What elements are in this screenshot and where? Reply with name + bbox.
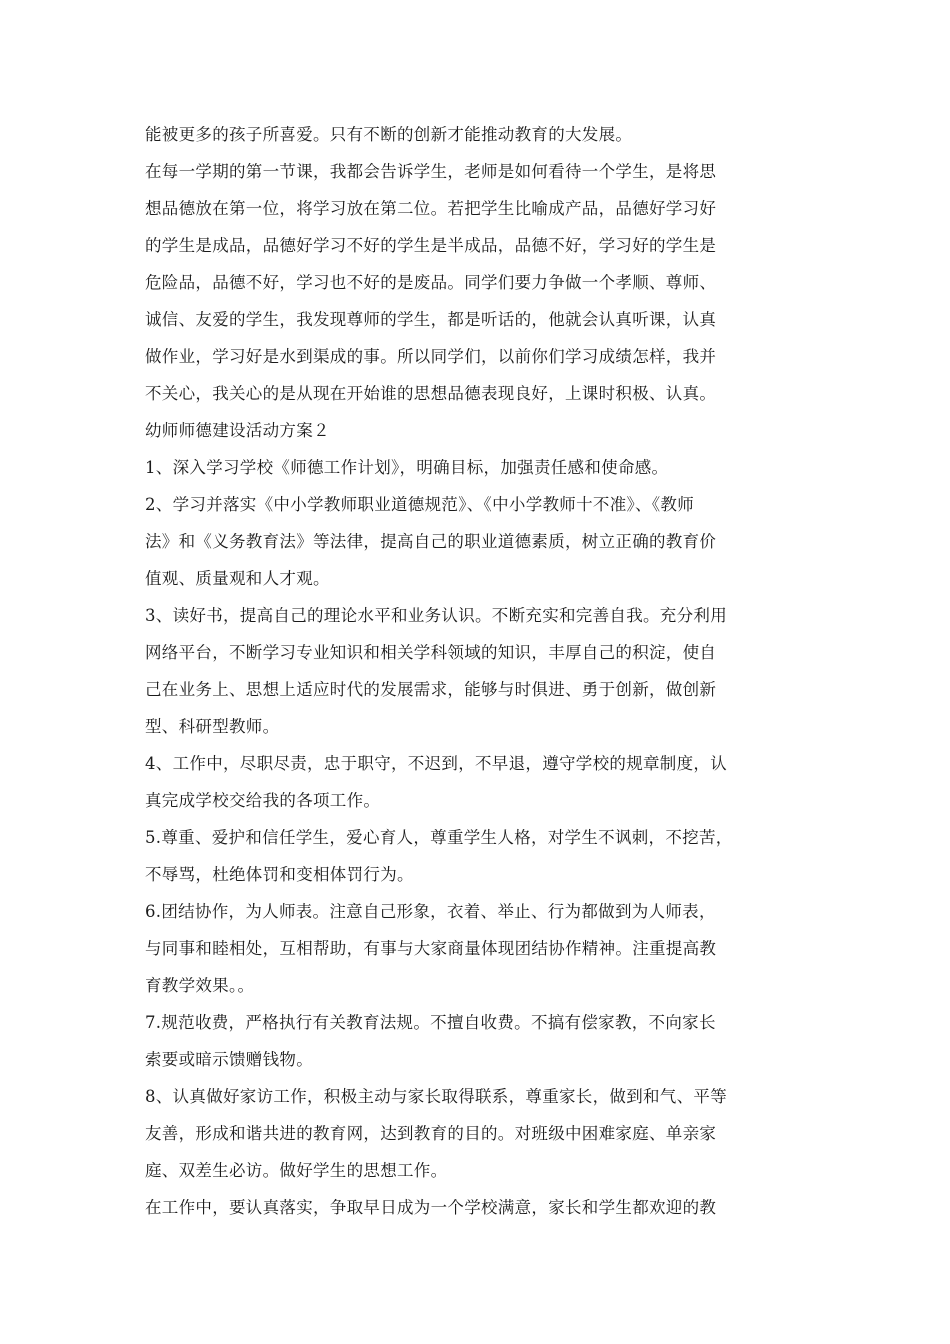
text-line: 网络平台，不断学习专业知识和相关学科领域的知识，丰厚自己的积淀，使自 [145,643,717,662]
text-line: 在每一学期的第一节课，我都会告诉学生，老师是如何看待一个学生，是将思 [145,162,717,181]
text-line: 3、读好书，提高自己的理论水平和业务认识。不断充实和完善自我。充分利用 [145,606,727,625]
text-line: 危险品，品德不好，学习也不好的是废品。同学们要力争做一个孝顺、尊师、 [145,273,717,292]
text-line: 法》和《义务教育法》等法律，提高自己的职业道德素质，树立正确的教育价 [145,532,717,551]
text-line: 诚信、友爱的学生，我发现尊师的学生，都是听话的，他就会认真听课，认真 [145,310,717,329]
text-line: 不辱骂，杜绝体罚和变相体罚行为。 [145,865,414,884]
text-line: 4、工作中，尽职尽责，忠于职守，不迟到，不早退，遵守学校的规章制度，认 [145,754,727,773]
text-line: 能被更多的孩子所喜爱。只有不断的创新才能推动教育的大发展。 [145,125,633,144]
text-line: 友善，形成和谐共进的教育网，达到教育的目的。对班级中困难家庭、单亲家 [145,1124,717,1143]
text-line: 8、认真做好家访工作，积极主动与家长取得联系，尊重家长，做到和气、平等 [145,1087,727,1106]
text-line: 2、学习并落实《中小学教师职业道德规范》、《中小学教师十不准》、《教师 [145,495,694,514]
text-line: 育教学效果。。 [145,976,255,995]
text-line: 5.尊重、爱护和信任学生，爱心育人，尊重学生人格，对学生不讽刺，不挖苦， [145,828,733,847]
text-line: 1、深入学习学校《师德工作计划》，明确目标，加强责任感和使命感。 [145,458,669,477]
text-line: 7.规范收费，严格执行有关教育法规。不擅自收费。不搞有偿家教，不向家长 [145,1013,716,1032]
text-line: 值观、质量观和人才观。 [145,569,330,588]
text-line: 型、科研型教师。 [145,717,280,736]
text-line: 的学生是成品，品德好学习不好的学生是半成品，品德不好，学习好的学生是 [145,236,717,255]
text-line: 做作业，学习好是水到渠成的事。所以同学们，以前你们学习成绩怎样，我并 [145,347,717,366]
text-line: 真完成学校交给我的各项工作。 [145,791,381,810]
text-line: 庭、双差生必访。做好学生的思想工作。 [145,1161,448,1180]
text-line: 与同事和睦相处，互相帮助，有事与大家商量体现团结协作精神。注重提高教 [145,939,717,958]
section-heading: 幼师师德建设活动方案２ [145,421,330,440]
text-line: 索要或暗示馈赠钱物。 [145,1050,313,1069]
text-line: 6.团结协作，为人师表。注意自己形象，衣着、举止、行为都做到为人师表， [145,902,716,921]
text-line: 不关心，我关心的是从现在开始谁的思想品德表现良好，上课时积极、认真。 [145,384,717,403]
text-line: 己在业务上、思想上适应时代的发展需求，能够与时俱进、勇于创新，做创新 [145,680,717,699]
document-body [145,116,820,1226]
text-line: 想品德放在第一位，将学习放在第二位。若把学生比喻成产品，品德好学习好 [145,199,717,218]
text-line: 在工作中，要认真落实，争取早日成为一个学校满意，家长和学生都欢迎的教 [145,1198,717,1217]
